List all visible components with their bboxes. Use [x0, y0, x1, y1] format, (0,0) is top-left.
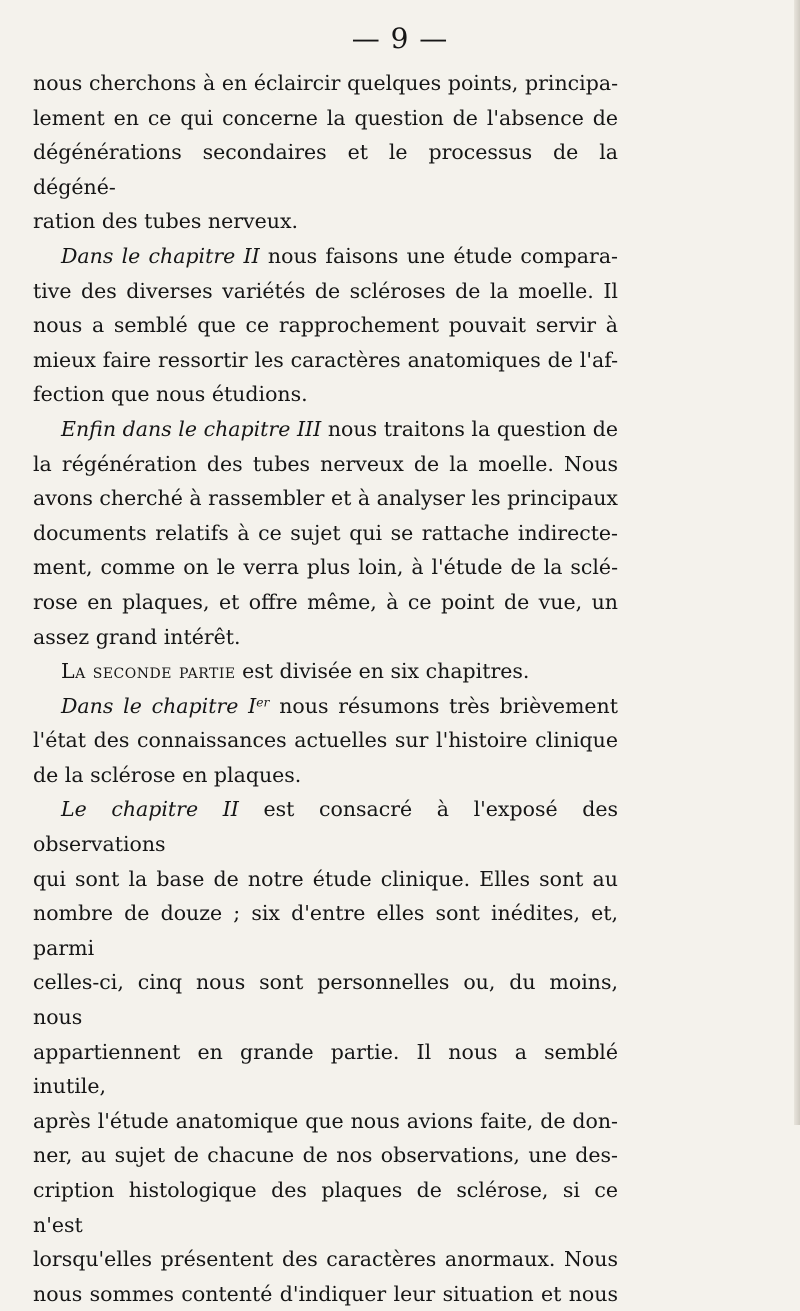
page-edge: [794, 0, 800, 1125]
paragraph-6: [33, 792, 618, 1311]
text-line: assez grand intérêt.: [33, 624, 241, 649]
text-line: fection que nous étudions.: [33, 382, 308, 407]
page-number: — 9 —: [351, 22, 449, 55]
text-line: ration des tubes nerveux.: [33, 209, 299, 234]
paragraph-1: [33, 66, 618, 239]
paragraph-4: [33, 654, 618, 689]
text-line: Le chapitre II est consacré à l'exposé des observations: [33, 797, 618, 857]
text-line: ment, comme on le verra plus loin, à l'étude de la sclé-: [33, 555, 618, 580]
text-line: dégénérations secondaires et le processus de la dégéné-: [33, 140, 618, 199]
text-line: La seconde partie est divisée en six chapitres.: [61, 659, 530, 684]
text-line: après l'étude anatomique que nous avions faite, de don-: [33, 1108, 618, 1133]
text-line: nous cherchons à en éclaircir quelques points, principa-: [33, 71, 618, 95]
text-line: mieux faire ressortir les caractères anatomiques de l'af-: [33, 347, 618, 372]
text-line: avons cherché à rassembler et à analyser les principaux: [33, 486, 618, 511]
text-line: nous sommes contenté d'indiquer leur situation et nous: [33, 1281, 618, 1306]
chapter-ref: Le chapitre II: [61, 797, 239, 822]
text-line: Dans le chapitre Ier nous résumons très brièvement: [61, 693, 618, 718]
text-line: nombre de douze ; six d'entre elles sont inédites, et, parmi: [33, 901, 618, 960]
paragraph-5: [33, 689, 618, 793]
text-line: qui sont la base de notre étude clinique. Elles sont au: [33, 866, 618, 891]
chapter-ref: Dans le chapitre II: [61, 243, 260, 268]
text-line: Enfin dans le chapitre III nous traitons la question de: [61, 416, 618, 441]
paragraph-3: [33, 412, 618, 654]
text-line: nous a semblé que ce rapprochement pouvait servir à: [33, 313, 618, 338]
chapter-ref: Dans le chapitre Ier: [61, 693, 270, 718]
text-line: Dans le chapitre II nous faisons une étude compara-: [61, 243, 618, 268]
text-line: lorsqu'elles présentent des caractères anormaux. Nous: [33, 1247, 618, 1272]
text-line: documents relatifs à ce sujet qui se rattache indirecte-: [33, 520, 618, 545]
body-text: [33, 66, 618, 1311]
chapter-ref: Enfin dans le chapitre III: [61, 416, 322, 441]
text-line: l'état des connaissances actuelles sur l'histoire clinique: [33, 728, 618, 753]
text-line: appartiennent en grande partie. Il nous a semblé inutile,: [33, 1039, 618, 1099]
text-line: tive des diverses variétés de scléroses de la moelle. Il: [33, 278, 618, 303]
section-ref: La seconde partie: [61, 659, 236, 684]
text-line: de la sclérose en plaques.: [33, 762, 302, 787]
text-line: cription histologique des plaques de sclérose, si ce n'est: [33, 1178, 618, 1237]
paragraph-2: [33, 239, 618, 412]
text-line: celles-ci, cinq nous sont personnelles ou, du moins, nous: [33, 970, 618, 1030]
text-line: lement en ce qui concerne la question de l'absence de: [33, 105, 618, 130]
text-line: la régénération des tubes nerveux de la moelle. Nous: [33, 451, 618, 476]
text-line: ner, au sujet de chacune de nos observations, une des-: [33, 1143, 618, 1168]
text-line: rose en plaques, et offre même, à ce point de vue, un: [33, 589, 618, 614]
